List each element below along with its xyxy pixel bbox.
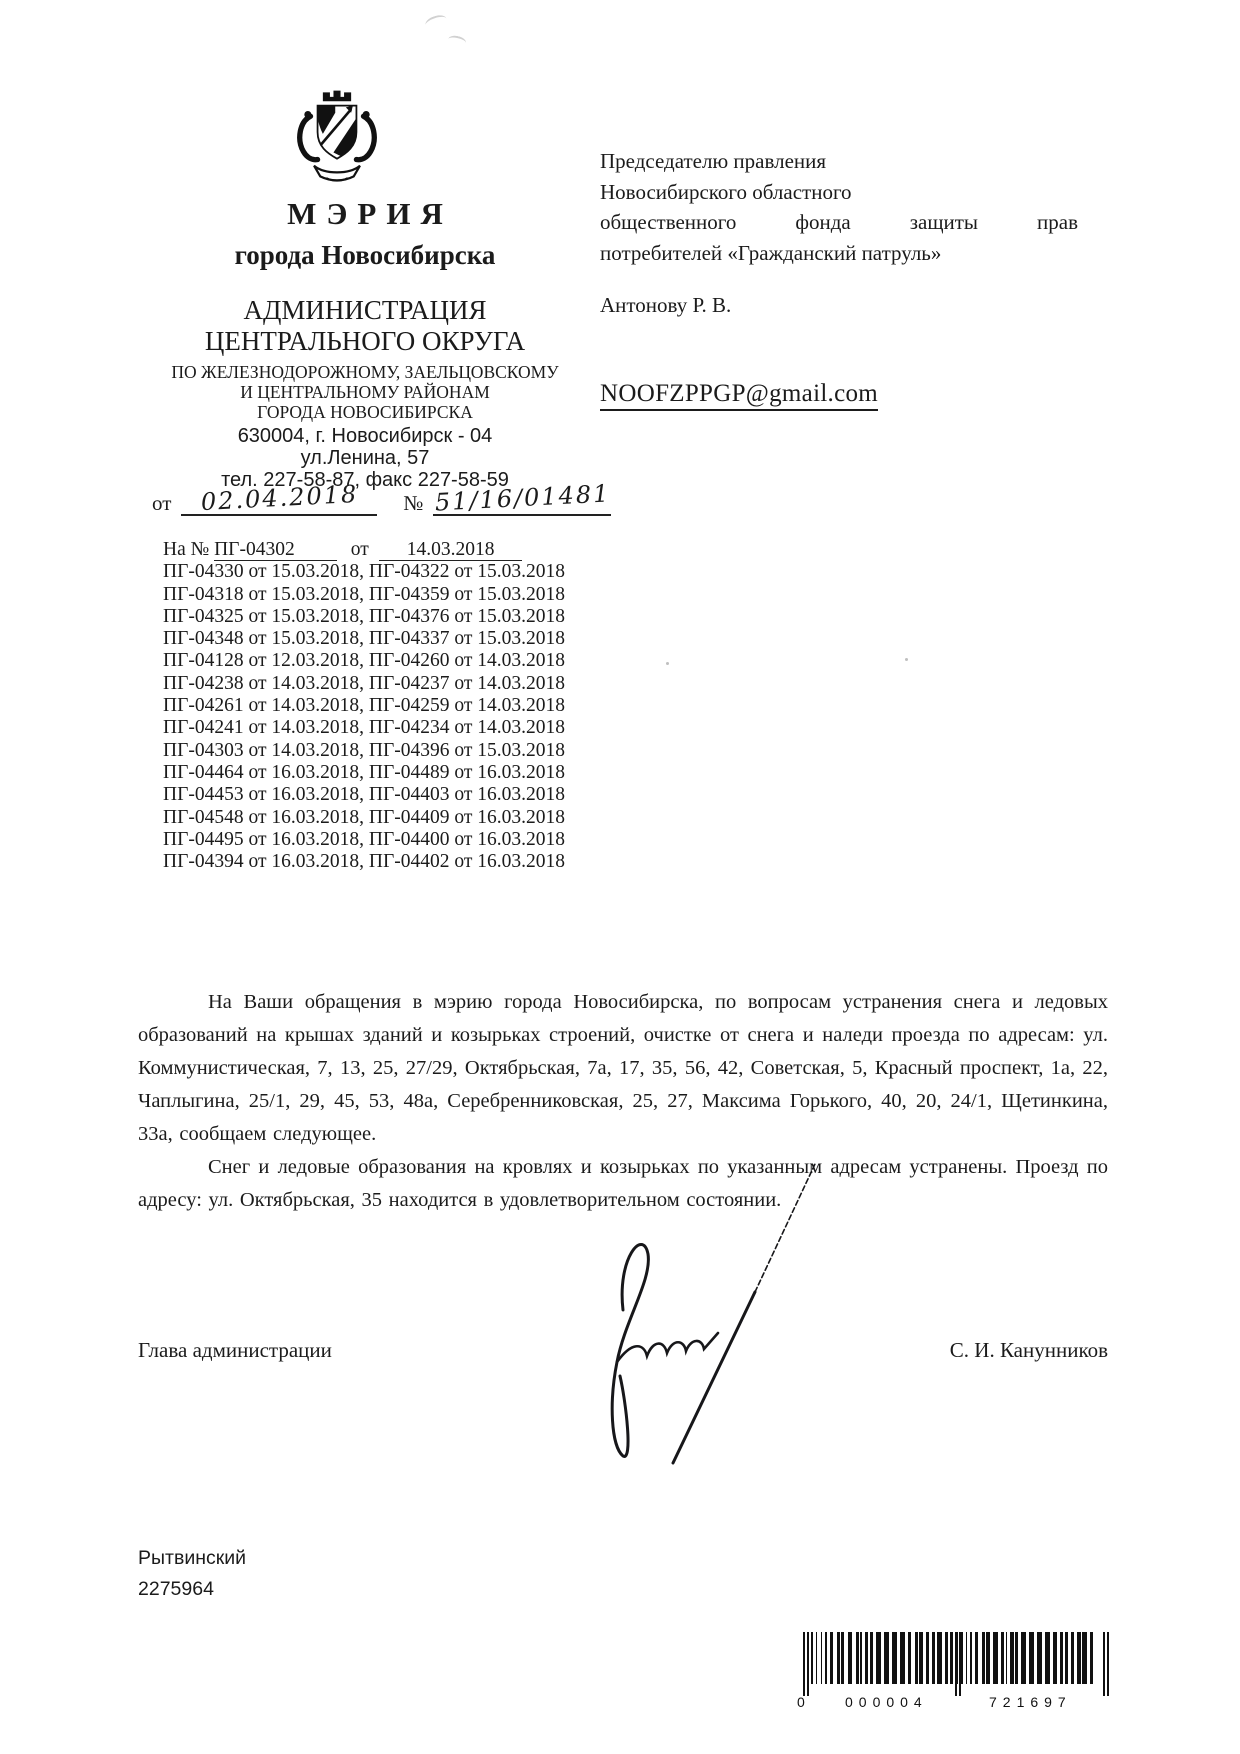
executor-phone: 2275964 — [138, 1578, 214, 1600]
postal-address-line1: 630004, г. Новосибирск - 04 — [237, 425, 493, 447]
incoming-reference-item: ПГ-04548 от 16.03.2018, ПГ-04409 от 16.03.2018 — [163, 806, 565, 828]
body-paragraph-2: Снег и ледовые образования на кровлях и козырьках по указанным адресам устранены. Проезд по адресу: ул. Октябрьская, 35 находится в удовлетворительном состоянии. — [138, 1156, 1108, 1211]
incoming-reference-item: ПГ-04464 от 16.03.2018, ПГ-04489 от 16.03.2018 — [163, 761, 565, 783]
addressee-line2: Новосибирского областного — [600, 179, 852, 204]
barcode-guard-bar — [959, 1632, 961, 1696]
barcode-guard-bar — [807, 1632, 809, 1696]
admin-name-line1: АДМИНИСТРАЦИЯ — [243, 295, 487, 325]
outgoing-date-handwritten: 02.04.2018 — [199, 479, 359, 517]
addressee-line1: Председателю правления — [600, 149, 827, 173]
addressee-line4: потребителей «Гражданский патруль» — [600, 240, 942, 265]
incoming-reference-item: ПГ-04394 от 16.03.2018, ПГ-04402 от 16.03.2018 — [163, 851, 565, 873]
scan-speck — [666, 662, 669, 665]
districts-line1: ПО ЖЕЛЕЗНОДОРОЖНОМУ, ЗАЕЛЬЦОВСКОМУ — [171, 362, 559, 382]
barcode-digit-left: 0 — [797, 1694, 806, 1710]
addressee-name: Антонову Р. В. — [600, 293, 732, 317]
scan-artifact — [424, 13, 449, 31]
postal-address-line2: ул.Ленина, 57 — [300, 447, 430, 469]
na-label: На № — [163, 539, 210, 560]
outgoing-number-field — [433, 479, 611, 517]
incoming-reference-item: ПГ-04318 от 15.03.2018, ПГ-04359 от 15.03.2018 — [163, 583, 565, 605]
incoming-reference-item: ПГ-04453 от 16.03.2018, ПГ-04403 от 16.03.2018 — [163, 784, 565, 806]
incoming-reference-item: ПГ-04303 от 14.03.2018, ПГ-04396 от 15.03.2018 — [163, 739, 565, 761]
outgoing-from-label: от — [152, 491, 172, 515]
incoming-reference-block — [163, 539, 623, 873]
incoming-reference-item: ПГ-04261 от 14.03.2018, ПГ-04259 от 14.03.2018 — [163, 695, 565, 717]
body-paragraph-1: На Ваши обращения в мэрию города Новосибирска, по вопросам устранения снега и ледовых образований на крышах зданий и козырьках строений, очистке от снега и наледи проезда по адресам: ул. Коммунистическая, 7, 13, 25, 27/29, Октябрьская, 7а, 17, 35, 56, 42, Советская, 5, Красный проспект, 1а, 22, Чаплыгина, 25/1, 29, 45, 53, 48а, Серебренниковская, 25, 27, Максима Горького, 40, 20, 24/1, Щетинкина, 33а, сообщаем следующее. — [138, 991, 1108, 1145]
districts-line2: И ЦЕНТРАЛЬНОМУ РАЙОНАМ — [240, 382, 490, 402]
incoming-reference-item: ПГ-04495 от 16.03.2018, ПГ-04400 от 16.03.2018 — [163, 828, 565, 850]
incoming-reference-item: ПГ-04348 от 15.03.2018, ПГ-04337 от 15.03.2018 — [163, 628, 565, 650]
outgoing-date-field — [181, 479, 377, 517]
executor-name: Рытвинский — [138, 1547, 247, 1569]
admin-name-line2: ЦЕНТРАЛЬНОГО ОКРУГА — [204, 326, 526, 356]
incoming-reference-item: ПГ-04238 от 14.03.2018, ПГ-04237 от 14.03.2018 — [163, 672, 565, 694]
incoming-reference-head — [163, 539, 623, 561]
barcode-bars — [811, 1632, 1095, 1684]
registration-barcode — [797, 1632, 1113, 1710]
phone-fax-line: тел. 227-58-87, факс 227-58-59 — [221, 469, 509, 491]
barcode-guard-bar — [803, 1632, 805, 1696]
incoming-reference-item: ПГ-04128 от 12.03.2018, ПГ-04260 от 14.03.2018 — [163, 650, 565, 672]
scan-artifact — [447, 34, 467, 48]
letterhead — [128, 196, 602, 491]
signer-position-title: Глава администрации — [138, 1338, 332, 1362]
incoming-reference-item: ПГ-04241 от 14.03.2018, ПГ-04234 от 14.03.2018 — [163, 717, 565, 739]
incoming-reference-item: ПГ-04330 от 15.03.2018, ПГ-04322 от 15.03.2018 — [163, 561, 565, 583]
incoming-date: 14.03.2018 — [379, 539, 523, 561]
scan-speck — [905, 658, 908, 661]
districts-line3: ГОРОДА НОВОСИБИРСКА — [257, 402, 473, 422]
org-name-line2: города Новосибирска — [234, 240, 496, 270]
barcode-digit-group2: 721697 — [989, 1694, 1072, 1710]
barcode-digit-group1: 000004 — [845, 1694, 928, 1710]
incoming-reference-item: ПГ-04325 от 15.03.2018, ПГ-04376 от 15.03.2018 — [163, 605, 565, 627]
barcode-guard-bar — [955, 1632, 957, 1696]
org-name-line1: МЭРИЯ — [287, 196, 453, 231]
coat-of-arms-icon — [282, 88, 392, 194]
incoming-number: ПГ-04302 — [214, 539, 337, 561]
barcode-guard-bar — [1107, 1632, 1109, 1696]
ot-label: от — [350, 539, 369, 560]
outgoing-number-label: № — [403, 491, 424, 515]
addressee-email: NOOFZPPGP@gmail.com — [600, 380, 878, 411]
addressee-block — [600, 146, 1078, 321]
barcode-guard-bar — [1103, 1632, 1105, 1696]
handwritten-signature — [573, 1150, 833, 1465]
incoming-reference-list — [163, 561, 623, 873]
addressee-line3: общественного фонда защиты прав — [600, 210, 1078, 234]
outgoing-number-handwritten: 51/16/01481 — [433, 479, 611, 517]
signer-name: С. И. Канунников — [949, 1338, 1108, 1362]
executor-block — [138, 1543, 246, 1605]
